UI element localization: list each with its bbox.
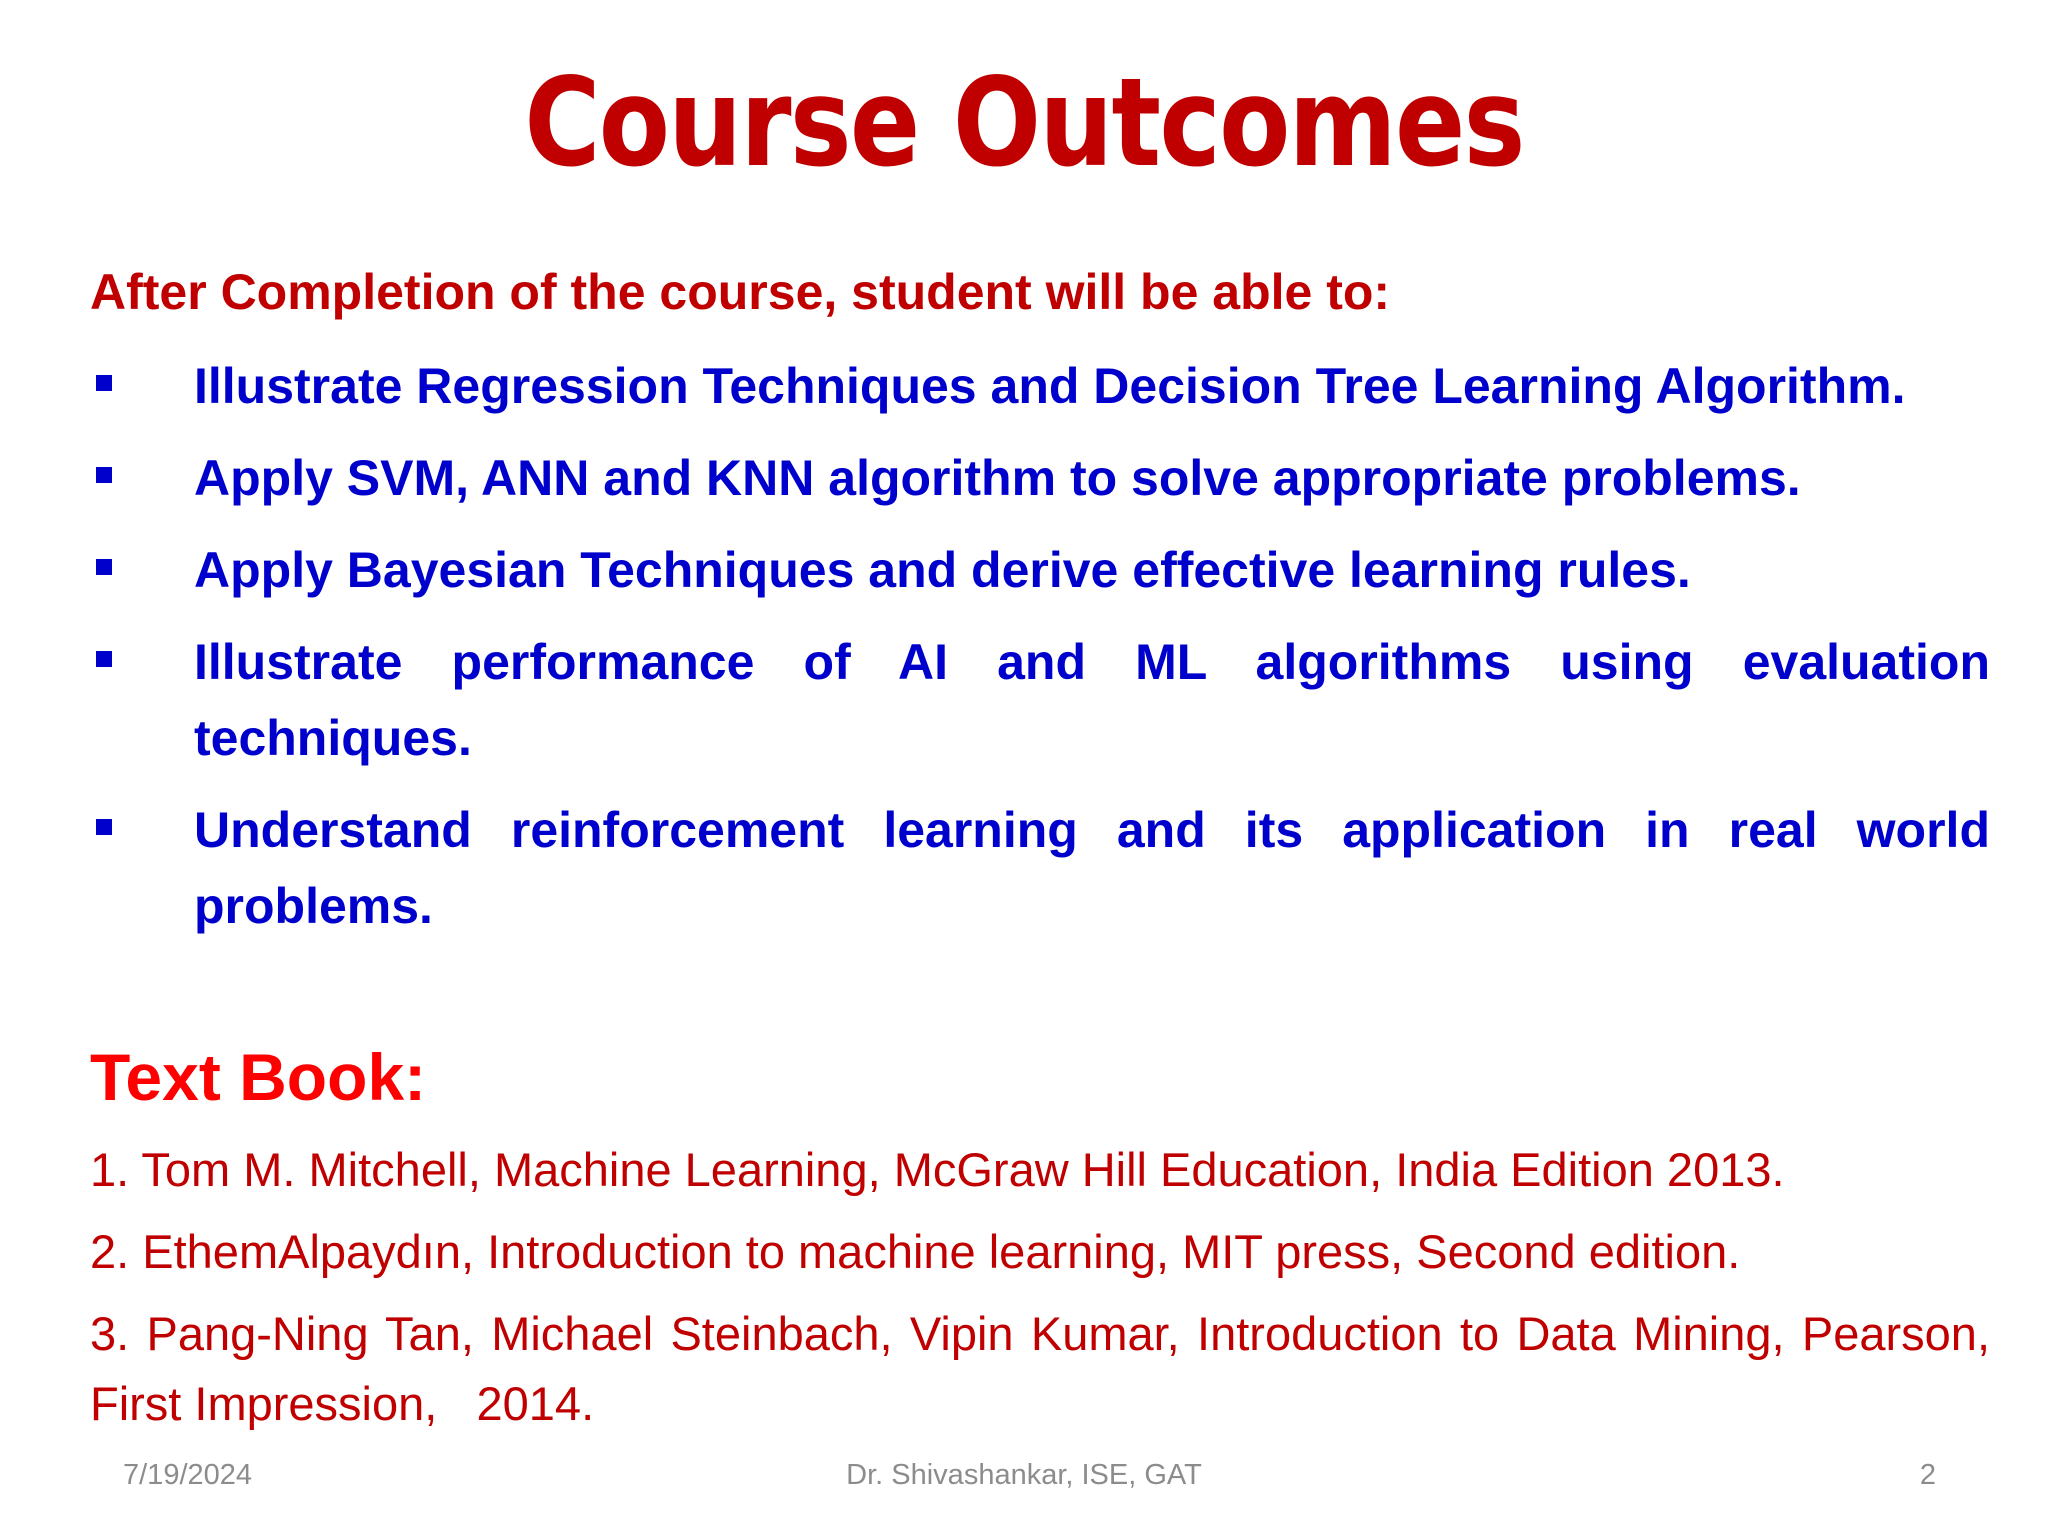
footer-page-number: 2 <box>1919 1459 1936 1491</box>
footer-author: Dr. Shivashankar, ISE, GAT <box>846 1459 1202 1491</box>
square-bullet-icon <box>96 467 112 483</box>
textbook-item: 2. EthemAlpaydın, Introduction to machine learning, MIT press, Second edition. <box>90 1225 1741 1278</box>
footer-date: 7/19/2024 <box>123 1459 253 1491</box>
square-bullet-icon <box>96 819 112 835</box>
textbook-item: 3. Pang-Ning Tan, Michael Steinbach, Vipin Kumar, Introduction to Data Mining, Pearson, First Impression, 2014. <box>90 1307 2004 1430</box>
square-bullet-icon <box>96 651 112 667</box>
square-bullet-icon <box>96 375 112 391</box>
square-bullet-icon <box>96 559 112 575</box>
outcome-item <box>90 348 1990 424</box>
outcome-text: Illustrate performance of AI and ML algorithms using evaluation techniques. <box>194 634 1990 766</box>
outcome-item <box>90 532 1990 608</box>
course-outcomes-list <box>90 348 1990 960</box>
textbook-item: 1. Tom M. Mitchell, Machine Learning, McGraw Hill Education, India Edition 2013. <box>90 1143 1785 1196</box>
textbook-list <box>90 1135 2004 1451</box>
outcome-text: Illustrate Regression Techniques and Decision Tree Learning Algorithm. <box>194 358 1906 414</box>
outcome-item <box>90 624 1990 776</box>
outcome-text: Understand reinforcement learning and its application in real world problems. <box>194 802 1990 934</box>
outcome-item <box>90 792 1990 944</box>
outcome-text: Apply Bayesian Techniques and derive effective learning rules. <box>194 542 1691 598</box>
slide-title: Course Outcomes <box>524 52 1524 194</box>
outcome-text: Apply SVM, ANN and KNN algorithm to solve appropriate problems. <box>194 450 1801 506</box>
intro-text: After Completion of the course, student will be able to: <box>90 264 1391 320</box>
textbook-heading: Text Book: <box>90 1040 427 1114</box>
outcome-item <box>90 440 1990 516</box>
